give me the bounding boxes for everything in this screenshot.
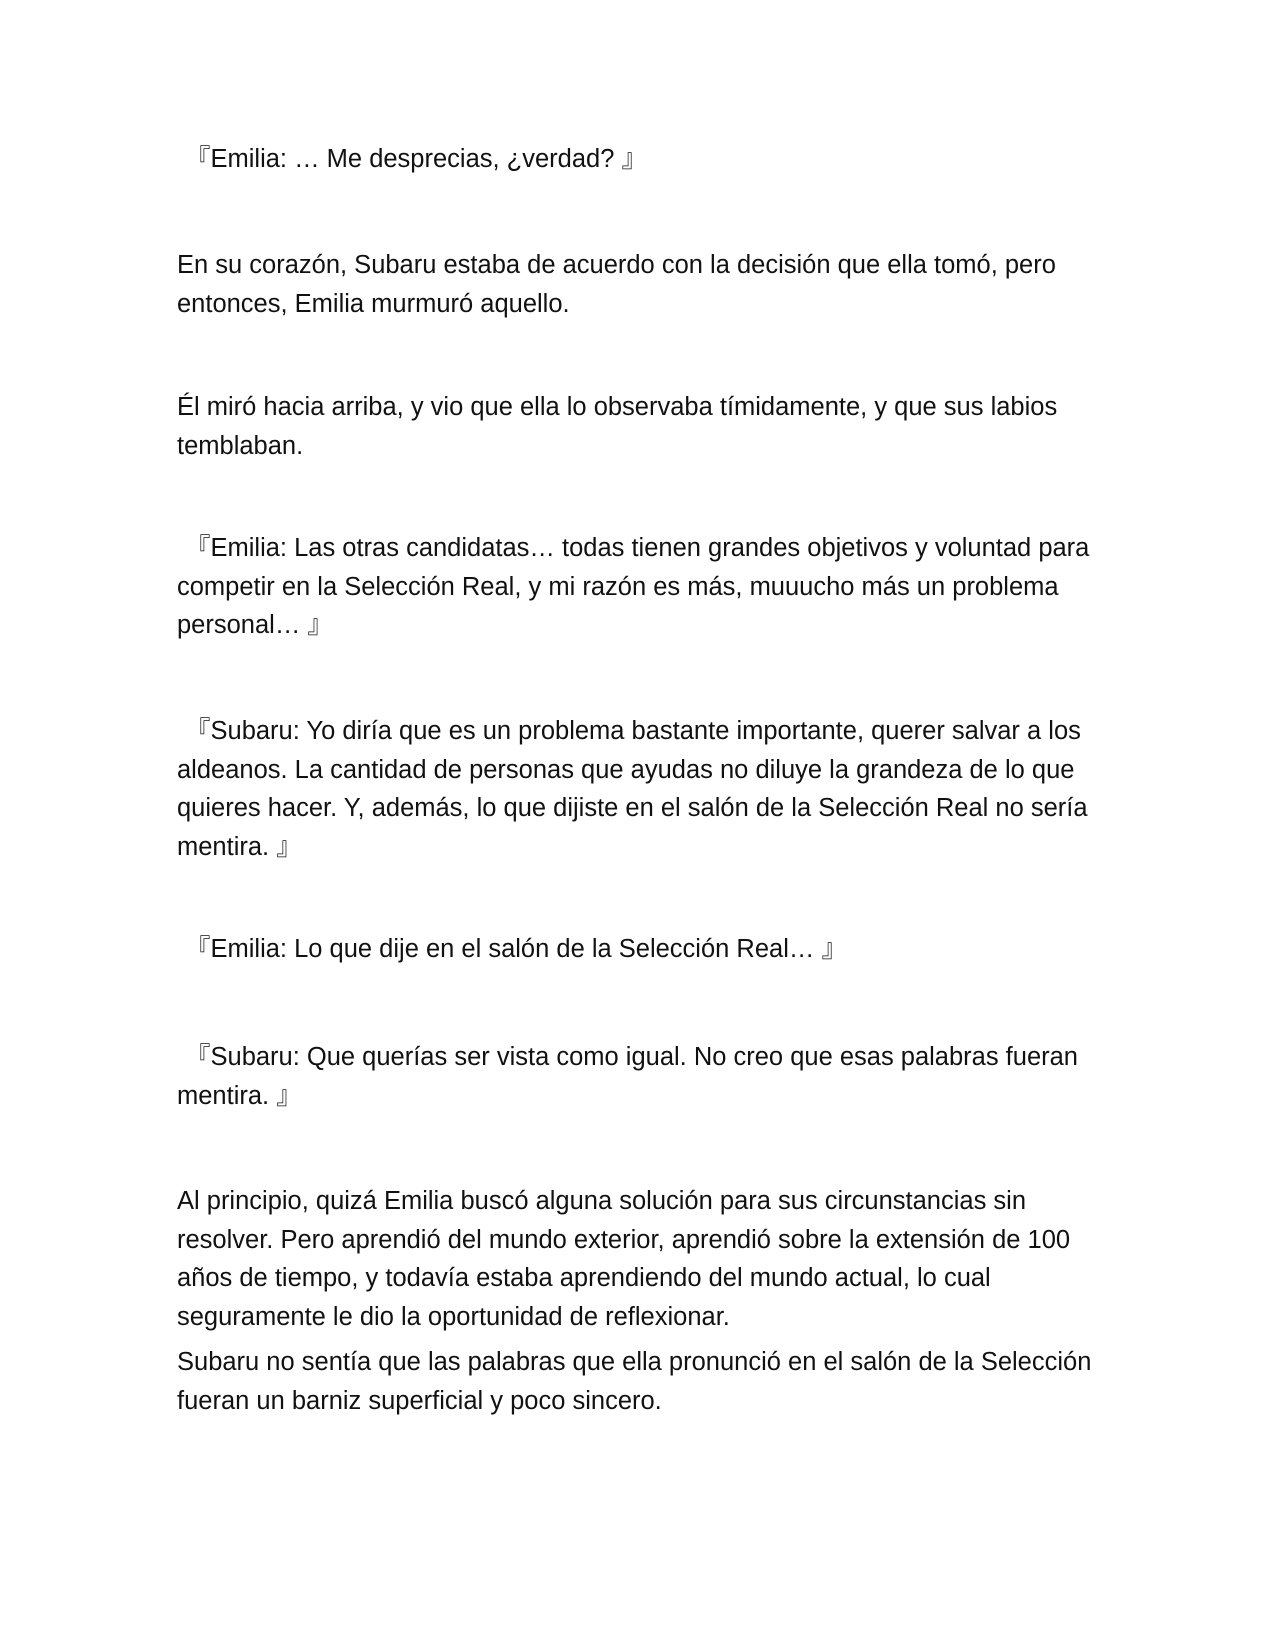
paragraph-narration: Él miró hacia arriba, y vio que ella lo observaba tímidamente, y que sus labios temblaban. <box>177 393 1065 460</box>
paragraph-dialogue: 『Emilia: … Me desprecias, ¿verdad? 』 <box>185 145 647 173</box>
paragraph-narration: Subaru no sentía que las palabras que ella pronunció en el salón de la Selección fueran un barniz superficial y poco sincero. <box>177 1348 1099 1415</box>
paragraph-dialogue: 『Emilia: Lo que dije en el salón de la Selección Real… 』 <box>185 935 847 963</box>
paragraph-dialogue: 『Subaru: Yo diría que es un problema bastante importante, querer salvar a los aldeanos. La cantidad de personas que ayudas no diluye la grandeza de lo que quieres hacer. Y, además, lo que dijiste en el salón de la Selección Real no sería mentira. 』 <box>177 717 1095 861</box>
paragraph-dialogue: 『Emilia: Las otras candidatas… todas tienen grandes objetivos y voluntad para competir en la Selección Real, y mi razón es más, muuucho más un problema personal… 』 <box>177 534 1097 639</box>
paragraph-narration: Al principio, quizá Emilia buscó alguna solución para sus circunstancias sin resolver. Pero aprendió del mundo exterior, aprendió sobre la extensión de 100 años de tiempo, y todavía estaba aprendiendo del mundo actual, lo cual seguramente le dio la oportunidad de reflexionar. <box>177 1187 1078 1331</box>
paragraph-dialogue: 『Subaru: Que querías ser vista como igual. No creo que esas palabras fueran mentira. 』 <box>177 1043 1086 1110</box>
paragraph-narration: En su corazón, Subaru estaba de acuerdo con la decisión que ella tomó, pero entonces, Emilia murmuró aquello. <box>177 251 1063 318</box>
